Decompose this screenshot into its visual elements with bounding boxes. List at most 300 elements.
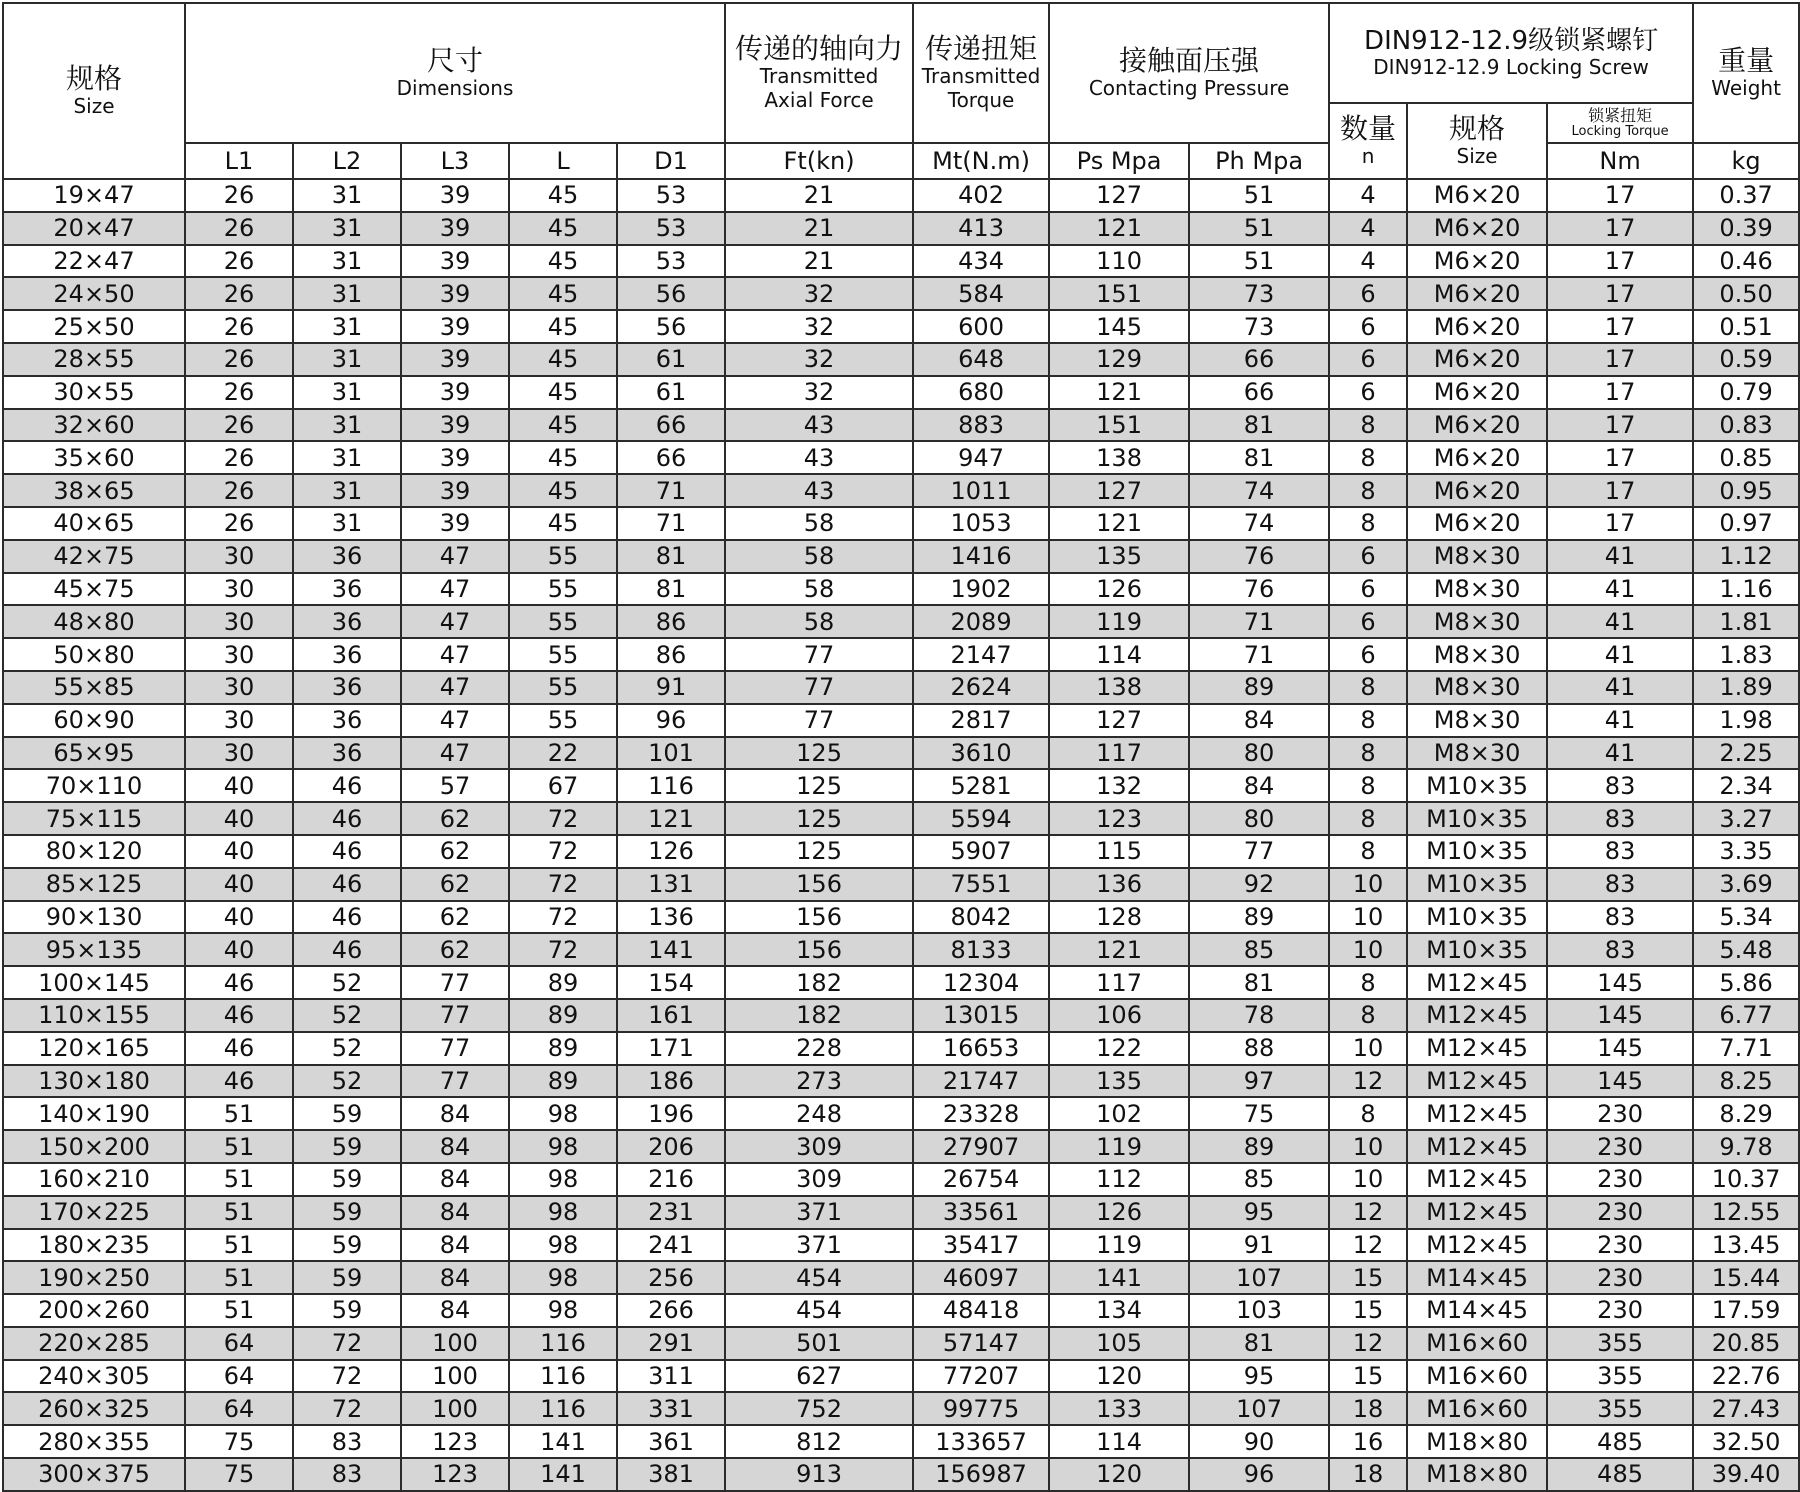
cell-weight: 0.83 <box>1693 409 1799 442</box>
cell-d1: 256 <box>617 1261 725 1294</box>
cell-weight: 3.35 <box>1693 835 1799 868</box>
spec-table-body <box>3 179 1799 1491</box>
cell-locking-torque: 230 <box>1547 1097 1693 1130</box>
cell-screw-size: M12×45 <box>1407 1229 1547 1262</box>
table-row <box>3 573 1799 606</box>
cell-d1: 131 <box>617 868 725 901</box>
cell-l2: 36 <box>293 671 401 704</box>
cell-d1: 291 <box>617 1327 725 1360</box>
cell-size: 130×180 <box>3 1065 185 1098</box>
cell-l: 55 <box>509 605 617 638</box>
cell-l1: 51 <box>185 1261 293 1294</box>
cell-mt: 46097 <box>913 1261 1049 1294</box>
cell-ps: 151 <box>1049 409 1189 442</box>
cell-l1: 30 <box>185 671 293 704</box>
cell-locking-torque: 17 <box>1547 343 1693 376</box>
cell-l3: 47 <box>401 605 509 638</box>
cell-l3: 47 <box>401 540 509 573</box>
header-screw-torque <box>1547 103 1693 143</box>
cell-mt: 680 <box>913 376 1049 409</box>
cell-l1: 30 <box>185 540 293 573</box>
cell-d1: 161 <box>617 999 725 1032</box>
cell-locking-torque: 145 <box>1547 1032 1693 1065</box>
cell-mt: 1011 <box>913 474 1049 507</box>
header-axial-force-en1: Transmitted <box>759 64 879 89</box>
cell-l2: 36 <box>293 704 401 737</box>
cell-weight: 0.97 <box>1693 507 1799 540</box>
cell-l1: 30 <box>185 638 293 671</box>
header-dimensions-en: Dimensions <box>396 76 514 101</box>
table-row <box>3 1294 1799 1327</box>
cell-l2: 72 <box>293 1327 401 1360</box>
cell-l3: 84 <box>401 1163 509 1196</box>
cell-weight: 1.89 <box>1693 671 1799 704</box>
cell-l2: 31 <box>293 212 401 245</box>
cell-ps: 119 <box>1049 605 1189 638</box>
cell-d1: 101 <box>617 737 725 770</box>
cell-ft: 454 <box>725 1294 913 1327</box>
cell-l: 55 <box>509 638 617 671</box>
cell-l: 116 <box>509 1360 617 1393</box>
header-dimensions-zh: 尺寸 <box>427 43 484 77</box>
cell-l: 22 <box>509 737 617 770</box>
table-row <box>3 999 1799 1032</box>
cell-screw-size: M10×35 <box>1407 868 1547 901</box>
header-screw-title: DIN912-12.9级锁紧螺钉 <box>1364 25 1659 56</box>
cell-weight: 9.78 <box>1693 1130 1799 1163</box>
cell-l3: 39 <box>401 474 509 507</box>
cell-l1: 26 <box>185 179 293 212</box>
cell-l3: 62 <box>401 868 509 901</box>
cell-n: 4 <box>1329 245 1407 278</box>
cell-size: 160×210 <box>3 1163 185 1196</box>
cell-weight: 39.40 <box>1693 1458 1799 1491</box>
cell-l1: 64 <box>185 1327 293 1360</box>
cell-size: 80×120 <box>3 835 185 868</box>
header-pressure-zh: 接触面压强 <box>1119 43 1260 77</box>
cell-ph: 74 <box>1189 474 1329 507</box>
header-axial-force <box>725 3 913 143</box>
cell-d1: 53 <box>617 212 725 245</box>
cell-size: 25×50 <box>3 310 185 343</box>
cell-n: 6 <box>1329 310 1407 343</box>
cell-weight: 0.59 <box>1693 343 1799 376</box>
cell-ph: 95 <box>1189 1196 1329 1229</box>
header-screw-size-en: Size <box>1456 144 1498 169</box>
header-col-l3: L3 <box>401 143 509 179</box>
cell-size: 70×110 <box>3 769 185 802</box>
cell-n: 6 <box>1329 376 1407 409</box>
cell-size: 55×85 <box>3 671 185 704</box>
cell-ph: 85 <box>1189 933 1329 966</box>
cell-l: 98 <box>509 1097 617 1130</box>
cell-ph: 89 <box>1189 1130 1329 1163</box>
cell-ft: 125 <box>725 737 913 770</box>
header-weight <box>1693 3 1799 143</box>
cell-mt: 402 <box>913 179 1049 212</box>
cell-ps: 120 <box>1049 1458 1189 1491</box>
cell-l3: 62 <box>401 802 509 835</box>
cell-mt: 77207 <box>913 1360 1049 1393</box>
table-row <box>3 310 1799 343</box>
cell-ft: 21 <box>725 245 913 278</box>
cell-mt: 23328 <box>913 1097 1049 1130</box>
cell-ph: 103 <box>1189 1294 1329 1327</box>
cell-ps: 121 <box>1049 507 1189 540</box>
cell-ps: 135 <box>1049 1065 1189 1098</box>
cell-mt: 2089 <box>913 605 1049 638</box>
cell-screw-size: M6×20 <box>1407 376 1547 409</box>
cell-l: 98 <box>509 1294 617 1327</box>
table-row <box>3 901 1799 934</box>
cell-n: 8 <box>1329 999 1407 1032</box>
header-axial-force-en2: Axial Force <box>764 88 874 113</box>
cell-l3: 57 <box>401 769 509 802</box>
cell-l2: 72 <box>293 1360 401 1393</box>
cell-screw-size: M12×45 <box>1407 1032 1547 1065</box>
header-col-l1: L1 <box>185 143 293 179</box>
cell-ps: 132 <box>1049 769 1189 802</box>
cell-screw-size: M6×20 <box>1407 310 1547 343</box>
cell-locking-torque: 17 <box>1547 376 1693 409</box>
cell-ft: 371 <box>725 1196 913 1229</box>
cell-ft: 125 <box>725 769 913 802</box>
spec-table-container <box>2 2 1798 1489</box>
cell-n: 12 <box>1329 1065 1407 1098</box>
cell-l2: 52 <box>293 966 401 999</box>
cell-l2: 46 <box>293 933 401 966</box>
cell-l3: 84 <box>401 1196 509 1229</box>
cell-l2: 52 <box>293 1032 401 1065</box>
cell-weight: 0.50 <box>1693 277 1799 310</box>
cell-screw-size: M6×20 <box>1407 343 1547 376</box>
cell-ph: 51 <box>1189 179 1329 212</box>
header-weight-zh: 重量 <box>1718 43 1775 77</box>
cell-l: 89 <box>509 966 617 999</box>
cell-screw-size: M8×30 <box>1407 540 1547 573</box>
cell-l3: 62 <box>401 901 509 934</box>
cell-ps: 126 <box>1049 1196 1189 1229</box>
cell-l2: 46 <box>293 769 401 802</box>
cell-ph: 76 <box>1189 540 1329 573</box>
cell-size: 240×305 <box>3 1360 185 1393</box>
cell-locking-torque: 230 <box>1547 1130 1693 1163</box>
cell-mt: 5594 <box>913 802 1049 835</box>
header-torque-en2: Torque <box>947 88 1015 113</box>
cell-weight: 13.45 <box>1693 1229 1799 1262</box>
cell-ft: 32 <box>725 277 913 310</box>
cell-d1: 56 <box>617 310 725 343</box>
cell-weight: 6.77 <box>1693 999 1799 1032</box>
cell-ps: 138 <box>1049 671 1189 704</box>
cell-d1: 66 <box>617 409 725 442</box>
table-row <box>3 343 1799 376</box>
cell-locking-torque: 485 <box>1547 1425 1693 1458</box>
cell-mt: 133657 <box>913 1425 1049 1458</box>
cell-ps: 117 <box>1049 737 1189 770</box>
cell-screw-size: M10×35 <box>1407 901 1547 934</box>
cell-l: 89 <box>509 999 617 1032</box>
cell-l3: 39 <box>401 212 509 245</box>
cell-d1: 56 <box>617 277 725 310</box>
cell-locking-torque: 83 <box>1547 802 1693 835</box>
cell-ft: 58 <box>725 605 913 638</box>
cell-l1: 51 <box>185 1097 293 1130</box>
cell-l2: 59 <box>293 1294 401 1327</box>
cell-l1: 26 <box>185 376 293 409</box>
cell-l: 141 <box>509 1425 617 1458</box>
cell-l3: 47 <box>401 704 509 737</box>
cell-ft: 43 <box>725 474 913 507</box>
cell-ps: 114 <box>1049 638 1189 671</box>
cell-ps: 121 <box>1049 212 1189 245</box>
cell-ph: 107 <box>1189 1392 1329 1425</box>
cell-d1: 81 <box>617 540 725 573</box>
cell-n: 8 <box>1329 671 1407 704</box>
cell-locking-torque: 230 <box>1547 1261 1693 1294</box>
cell-ps: 102 <box>1049 1097 1189 1130</box>
cell-d1: 171 <box>617 1032 725 1065</box>
table-row <box>3 638 1799 671</box>
cell-l: 45 <box>509 310 617 343</box>
cell-l3: 123 <box>401 1425 509 1458</box>
cell-d1: 86 <box>617 638 725 671</box>
cell-mt: 584 <box>913 277 1049 310</box>
cell-ft: 248 <box>725 1097 913 1130</box>
cell-l2: 72 <box>293 1392 401 1425</box>
cell-ph: 74 <box>1189 507 1329 540</box>
cell-ft: 32 <box>725 376 913 409</box>
cell-ph: 51 <box>1189 212 1329 245</box>
cell-l2: 46 <box>293 901 401 934</box>
cell-ph: 73 <box>1189 277 1329 310</box>
cell-l2: 31 <box>293 245 401 278</box>
cell-l3: 47 <box>401 638 509 671</box>
header-col-nm: Nm <box>1547 143 1693 179</box>
cell-size: 95×135 <box>3 933 185 966</box>
cell-screw-size: M16×60 <box>1407 1360 1547 1393</box>
cell-weight: 3.69 <box>1693 868 1799 901</box>
cell-d1: 126 <box>617 835 725 868</box>
cell-l: 45 <box>509 245 617 278</box>
cell-weight: 12.55 <box>1693 1196 1799 1229</box>
cell-l1: 30 <box>185 573 293 606</box>
cell-ps: 117 <box>1049 966 1189 999</box>
cell-d1: 206 <box>617 1130 725 1163</box>
cell-ft: 812 <box>725 1425 913 1458</box>
cell-ps: 122 <box>1049 1032 1189 1065</box>
cell-ps: 128 <box>1049 901 1189 934</box>
cell-l2: 59 <box>293 1229 401 1262</box>
cell-locking-torque: 41 <box>1547 737 1693 770</box>
cell-size: 65×95 <box>3 737 185 770</box>
header-col-d1: D1 <box>617 143 725 179</box>
cell-d1: 241 <box>617 1229 725 1262</box>
cell-l1: 40 <box>185 933 293 966</box>
cell-ph: 84 <box>1189 769 1329 802</box>
cell-screw-size: M6×20 <box>1407 409 1547 442</box>
cell-l3: 39 <box>401 277 509 310</box>
cell-l: 116 <box>509 1392 617 1425</box>
cell-mt: 2147 <box>913 638 1049 671</box>
cell-mt: 648 <box>913 343 1049 376</box>
cell-screw-size: M10×35 <box>1407 933 1547 966</box>
cell-l1: 51 <box>185 1229 293 1262</box>
cell-screw-size: M10×35 <box>1407 835 1547 868</box>
cell-l3: 39 <box>401 179 509 212</box>
cell-d1: 61 <box>617 376 725 409</box>
cell-l2: 31 <box>293 507 401 540</box>
cell-n: 8 <box>1329 1097 1407 1130</box>
cell-l2: 31 <box>293 310 401 343</box>
cell-screw-size: M6×20 <box>1407 507 1547 540</box>
cell-ft: 228 <box>725 1032 913 1065</box>
table-row <box>3 1032 1799 1065</box>
header-col-mt: Mt(N.m) <box>913 143 1049 179</box>
cell-locking-torque: 145 <box>1547 966 1693 999</box>
cell-weight: 15.44 <box>1693 1261 1799 1294</box>
table-row <box>3 1425 1799 1458</box>
cell-screw-size: M12×45 <box>1407 966 1547 999</box>
cell-ph: 91 <box>1189 1229 1329 1262</box>
cell-ps: 121 <box>1049 933 1189 966</box>
cell-ft: 501 <box>725 1327 913 1360</box>
cell-screw-size: M8×30 <box>1407 605 1547 638</box>
cell-locking-torque: 230 <box>1547 1229 1693 1262</box>
cell-weight: 17.59 <box>1693 1294 1799 1327</box>
cell-ft: 454 <box>725 1261 913 1294</box>
cell-ps: 135 <box>1049 540 1189 573</box>
cell-ft: 43 <box>725 441 913 474</box>
cell-l3: 77 <box>401 1065 509 1098</box>
cell-weight: 1.83 <box>1693 638 1799 671</box>
cell-l3: 77 <box>401 999 509 1032</box>
cell-l2: 83 <box>293 1458 401 1491</box>
cell-d1: 71 <box>617 507 725 540</box>
cell-n: 18 <box>1329 1458 1407 1491</box>
cell-d1: 86 <box>617 605 725 638</box>
cell-ps: 133 <box>1049 1392 1189 1425</box>
table-row <box>3 933 1799 966</box>
table-row <box>3 409 1799 442</box>
cell-l1: 26 <box>185 474 293 507</box>
cell-weight: 0.39 <box>1693 212 1799 245</box>
cell-ps: 115 <box>1049 835 1189 868</box>
cell-n: 8 <box>1329 769 1407 802</box>
cell-l1: 30 <box>185 737 293 770</box>
cell-l1: 51 <box>185 1163 293 1196</box>
cell-ft: 58 <box>725 573 913 606</box>
cell-l1: 26 <box>185 441 293 474</box>
cell-ps: 114 <box>1049 1425 1189 1458</box>
cell-size: 48×80 <box>3 605 185 638</box>
table-row <box>3 737 1799 770</box>
cell-n: 15 <box>1329 1261 1407 1294</box>
cell-l3: 39 <box>401 409 509 442</box>
table-row <box>3 376 1799 409</box>
cell-size: 300×375 <box>3 1458 185 1491</box>
cell-l3: 84 <box>401 1229 509 1262</box>
cell-ft: 156 <box>725 901 913 934</box>
cell-ph: 66 <box>1189 376 1329 409</box>
cell-ph: 88 <box>1189 1032 1329 1065</box>
cell-screw-size: M12×45 <box>1407 1163 1547 1196</box>
cell-l2: 59 <box>293 1163 401 1196</box>
cell-screw-size: M8×30 <box>1407 704 1547 737</box>
cell-n: 18 <box>1329 1392 1407 1425</box>
cell-l: 72 <box>509 868 617 901</box>
cell-l3: 84 <box>401 1130 509 1163</box>
cell-screw-size: M16×60 <box>1407 1392 1547 1425</box>
cell-l: 116 <box>509 1327 617 1360</box>
cell-d1: 81 <box>617 573 725 606</box>
cell-l: 45 <box>509 507 617 540</box>
cell-size: 85×125 <box>3 868 185 901</box>
header-torque-zh: 传递扭矩 <box>925 31 1038 65</box>
cell-n: 6 <box>1329 638 1407 671</box>
cell-mt: 35417 <box>913 1229 1049 1262</box>
cell-l2: 36 <box>293 573 401 606</box>
cell-l1: 40 <box>185 769 293 802</box>
cell-l: 98 <box>509 1130 617 1163</box>
cell-weight: 2.25 <box>1693 737 1799 770</box>
cell-locking-torque: 145 <box>1547 999 1693 1032</box>
cell-ps: 105 <box>1049 1327 1189 1360</box>
cell-l1: 30 <box>185 704 293 737</box>
cell-ph: 77 <box>1189 835 1329 868</box>
cell-l: 72 <box>509 901 617 934</box>
cell-n: 8 <box>1329 409 1407 442</box>
cell-ph: 92 <box>1189 868 1329 901</box>
cell-ft: 77 <box>725 638 913 671</box>
cell-l3: 100 <box>401 1327 509 1360</box>
header-screw-size <box>1407 103 1547 179</box>
table-row <box>3 540 1799 573</box>
header-screw-qty-en: n <box>1361 144 1375 169</box>
cell-screw-size: M14×45 <box>1407 1261 1547 1294</box>
cell-l: 45 <box>509 409 617 442</box>
cell-size: 110×155 <box>3 999 185 1032</box>
cell-screw-size: M12×45 <box>1407 1065 1547 1098</box>
cell-ft: 58 <box>725 540 913 573</box>
cell-locking-torque: 17 <box>1547 441 1693 474</box>
cell-l1: 51 <box>185 1196 293 1229</box>
cell-d1: 53 <box>617 245 725 278</box>
cell-n: 10 <box>1329 868 1407 901</box>
cell-ps: 110 <box>1049 245 1189 278</box>
cell-ft: 371 <box>725 1229 913 1262</box>
cell-ph: 81 <box>1189 966 1329 999</box>
cell-locking-torque: 41 <box>1547 540 1693 573</box>
cell-ft: 21 <box>725 212 913 245</box>
cell-d1: 266 <box>617 1294 725 1327</box>
cell-ft: 273 <box>725 1065 913 1098</box>
header-screw-subtitle: DIN912-12.9 Locking Screw <box>1373 55 1649 80</box>
cell-locking-torque: 17 <box>1547 474 1693 507</box>
cell-size: 22×47 <box>3 245 185 278</box>
cell-ft: 125 <box>725 802 913 835</box>
cell-d1: 91 <box>617 671 725 704</box>
cell-ft: 156 <box>725 868 913 901</box>
cell-l: 45 <box>509 212 617 245</box>
cell-ph: 80 <box>1189 802 1329 835</box>
cell-d1: 96 <box>617 704 725 737</box>
cell-size: 30×55 <box>3 376 185 409</box>
cell-size: 28×55 <box>3 343 185 376</box>
cell-l2: 59 <box>293 1196 401 1229</box>
cell-l: 55 <box>509 671 617 704</box>
cell-l1: 75 <box>185 1458 293 1491</box>
